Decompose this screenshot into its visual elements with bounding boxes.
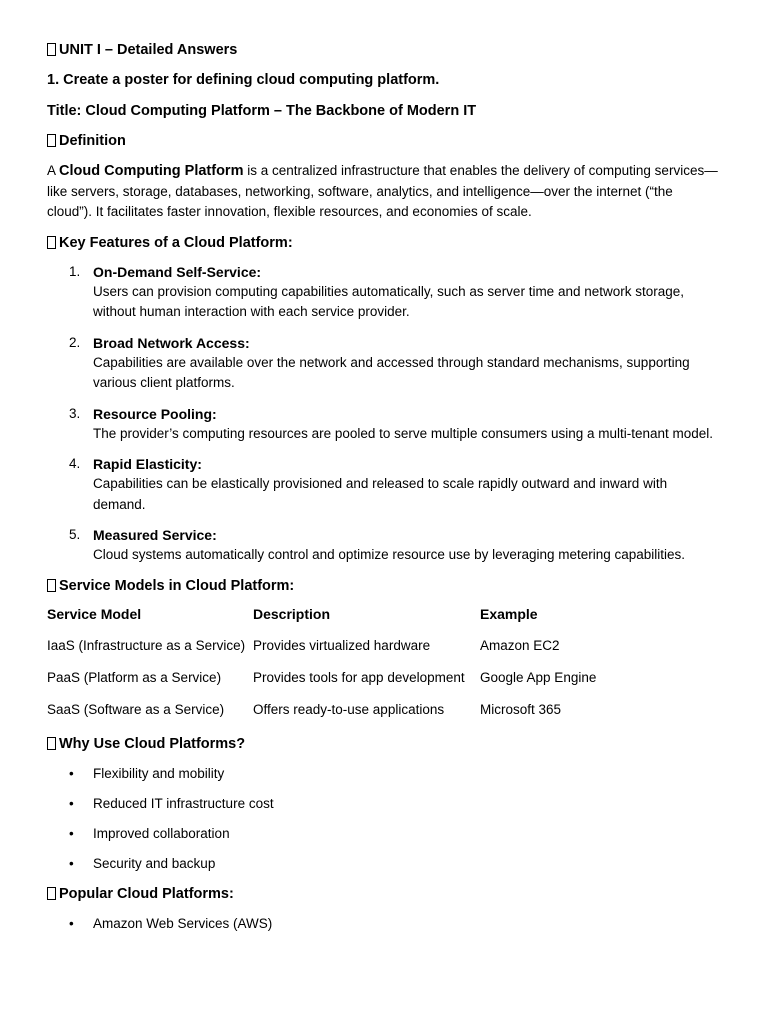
- feature-item: 5. Measured Service: Cloud systems automatically control and optimize resource use by leveraging metering capabilities.: [69, 527, 686, 562]
- column-header: Example: [480, 605, 538, 622]
- popular-heading: Popular Cloud Platforms:: [47, 884, 721, 904]
- definition-heading: Definition: [47, 131, 721, 151]
- popular-list: [47, 914, 721, 934]
- table-row: [47, 694, 596, 726]
- table-cell: SaaS (Software as a Service): [47, 702, 225, 717]
- feature-item: 3. Resource Pooling: The provider’s computing resources are pooled to serve multiple consumers using a multi-tenant model.: [69, 405, 714, 441]
- list-item: • Amazon Web Services (AWS): [47, 914, 721, 934]
- models-heading: Service Models in Cloud Platform:: [47, 576, 721, 596]
- poster-title: Title: Cloud Computing Platform – The Backbone of Modern IT: [47, 103, 477, 119]
- missing-glyph-icon: [47, 579, 56, 592]
- missing-glyph-icon: [47, 737, 56, 750]
- definition-term: Cloud Computing Platform: [59, 163, 244, 179]
- list-item: • Flexibility and mobility: [47, 764, 721, 784]
- table-cell: Google App Engine: [480, 670, 597, 685]
- why-heading: Why Use Cloud Platforms?: [47, 734, 721, 754]
- definition-paragraph: A Cloud Computing Platform is a centralized infrastructure that enables the delivery of computing services—like servers, storage, databases, networking, software, analytics, and intelligence—over the internet (“the cloud”). It facilitates faster innovation, flexible resources, and economies of scale.: [47, 163, 718, 219]
- features-heading: Key Features of a Cloud Platform:: [47, 233, 721, 253]
- missing-glyph-icon: [47, 43, 56, 56]
- table-cell: Microsoft 365: [480, 702, 562, 717]
- table-row: [47, 662, 596, 694]
- list-item: • Improved collaboration: [47, 824, 721, 844]
- service-models-table: [47, 598, 596, 726]
- table-cell: Provides tools for app development: [253, 670, 465, 685]
- table-cell: Amazon EC2: [480, 638, 560, 653]
- table-row: [47, 630, 596, 662]
- feature-item: 1. On-Demand Self-Service: Users can provision computing capabilities automatically, such as server time and network storage, without human interaction with each service provider.: [69, 263, 685, 319]
- question-heading: 1. Create a poster for defining cloud computing platform.: [47, 72, 440, 88]
- unit-heading: UNIT I – Detailed Answers: [47, 40, 721, 60]
- column-header: Description: [253, 605, 331, 622]
- table-cell: PaaS (Platform as a Service): [47, 670, 222, 685]
- feature-item: 2. Broad Network Access: Capabilities are available over the network and accessed through standard mechanisms, supporting various client platforms.: [69, 334, 690, 390]
- column-header: Service Model: [47, 605, 142, 622]
- feature-item: 4. Rapid Elasticity: Capabilities can be elastically provisioned and released to scale rapidly outward and inward with demand.: [69, 456, 668, 512]
- why-list: [47, 764, 721, 874]
- missing-glyph-icon: [47, 134, 56, 147]
- missing-glyph-icon: [47, 236, 56, 249]
- list-item: • Reduced IT infrastructure cost: [47, 794, 721, 814]
- list-item: • Security and backup: [47, 854, 721, 874]
- missing-glyph-icon: [47, 887, 56, 900]
- table-cell: Offers ready-to-use applications: [253, 702, 445, 717]
- table-header-row: [47, 598, 596, 630]
- table-cell: Provides virtualized hardware: [253, 638, 431, 653]
- table-cell: IaaS (Infrastructure as a Service): [47, 638, 246, 653]
- features-list: [47, 262, 721, 566]
